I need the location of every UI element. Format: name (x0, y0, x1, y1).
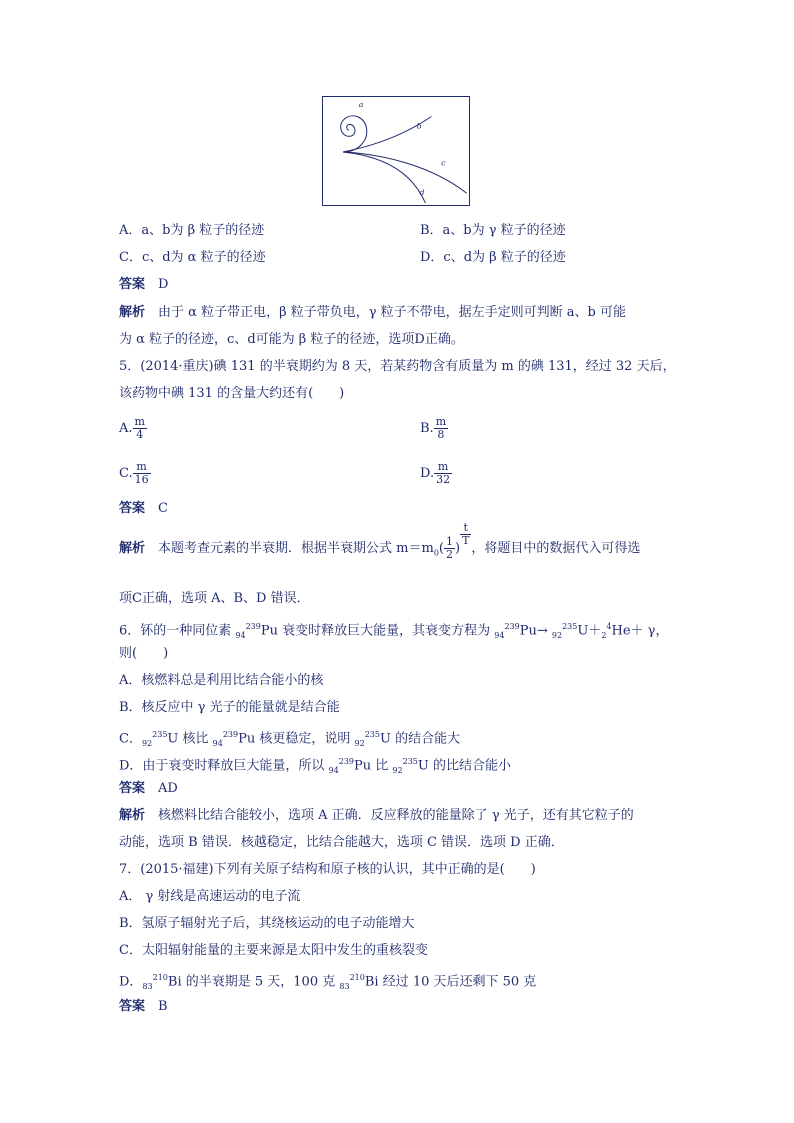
q7-option-a: A． γ 射线是高速运动的电子流 (119, 889, 301, 904)
q6-analysis-line-1: 解析 核燃料比结合能较小，选项 A 正确．反应释放的能量除了 γ 光子，还有其它粒子的 (119, 808, 634, 823)
q7-option-c: C．太阳辐射能量的主要来源是太阳中发生的重核裂变 (119, 943, 428, 958)
q6-analysis-line-2: 动能，选项 B 错误．核越稳定，比结合能越大，选项 C 错误．选项 D 正确． (119, 835, 564, 850)
q4-analysis-line-1: 解析 由于 α 粒子带正电，β 粒子带负电，γ 粒子不带电，据左手定则可判断 a、b 可能 (119, 305, 626, 320)
track-d (343, 152, 425, 203)
q5-analysis-line-1: 解析 本题考查元素的半衰期．根据半衰期公式 $m=m_0$( $\frac{1}{2}$ ) $\frac{t}{T}$ ，将题目中的数据代入可得选 (119, 521, 641, 561)
q5-option-c: C. $\frac{m}{16}$ (119, 460, 149, 486)
q5-option-b: B. $\frac{m}{8}$ (420, 415, 447, 441)
q4-option-d: D．c、d为 β 粒子的径迹 (420, 250, 566, 265)
q5-analysis-line-2: 项C正确，选项 A、B、D 错误． (119, 591, 310, 606)
label-a: a (358, 99, 364, 109)
q7-option-b: B．氢原子辐射光子后，其绕核运动的电子动能增大 (119, 916, 415, 931)
track-diagram (323, 97, 469, 205)
q4-option-row-2 (119, 249, 566, 267)
q7-option-d: D．$_{83}^{210}$Bi 的半衰期是 5 天，100 克 $_{83}^{210}$Bi 经过 10 天后还剩下 50 克 (119, 973, 537, 991)
q5-option-row-1 (119, 415, 447, 441)
q6-stem-line-2: 则( ) (119, 646, 169, 661)
track-c (343, 152, 467, 193)
q6-stem-line-1: 6．钚的一种同位素 $_{94}^{239}$Pu 衰变时释放巨大能量，其衰变方程为 $_{94}^{239}Pu\to _{92}^{235}U+_2^4He+ \gamma$， (119, 622, 669, 640)
q5-option-d: D. $\frac{m}{32}$ (420, 460, 451, 486)
q6-option-a: A．核燃料总是利用比结合能小的核 (119, 673, 324, 688)
q6-option-c: C．$_{92}^{235}$U 核比 $_{94}^{239}$Pu 核更稳定，说明 $_{92}^{235}$U 的结合能大 (119, 730, 461, 748)
q5-option-row-2 (119, 460, 451, 486)
q6-option-d: D．由于衰变时释放巨大能量，所以 $_{94}^{239}$Pu 比 $_{92}^{235}$U 的比结合能小 (119, 757, 511, 775)
particle-track-figure (322, 96, 470, 206)
label-d: d (419, 188, 425, 198)
q4-option-b: B．a、b为 γ 粒子的径迹 (420, 223, 566, 238)
q5-answer: 答案 C (119, 501, 168, 516)
q4-option-c: C．c、d为 α 粒子的径迹 (119, 250, 266, 265)
half-paren: ( $\frac{1}{2}$ ) (438, 535, 461, 561)
track-a (341, 116, 367, 152)
label-c: c (441, 158, 446, 168)
q7-answer: 答案 B (119, 999, 168, 1014)
q6-answer: 答案 AD (119, 781, 178, 796)
q6-option-b: B．核反应中 γ 光子的能量就是结合能 (119, 700, 340, 715)
q7-stem: 7．(2015·福建)下列有关原子结构和原子核的认识，其中正确的是( ) (119, 862, 536, 877)
q5-option-a: A. $\frac{m}{4}$ (119, 415, 145, 441)
q4-option-row-1 (119, 222, 566, 240)
q4-analysis-line-2: 为 α 粒子的径迹，c、d可能为 β 粒子的径迹，选项D正确。 (119, 332, 464, 347)
q5-stem-line-1: 5．(2014·重庆)碘 131 的半衰期约为 8 天，若某药物含有质量为 m 的碘 131，经过 32 天后， (119, 359, 676, 374)
q4-option-a: A．a、b为 β 粒子的径迹 (119, 223, 265, 238)
exponent-fraction: $\frac{t}{T}$ (462, 521, 470, 547)
q4-answer: 答案 D (119, 277, 169, 292)
q5-stem-line-2: 该药物中碘 131 的含量大约还有( ) (119, 386, 345, 401)
label-b: b (416, 121, 422, 131)
